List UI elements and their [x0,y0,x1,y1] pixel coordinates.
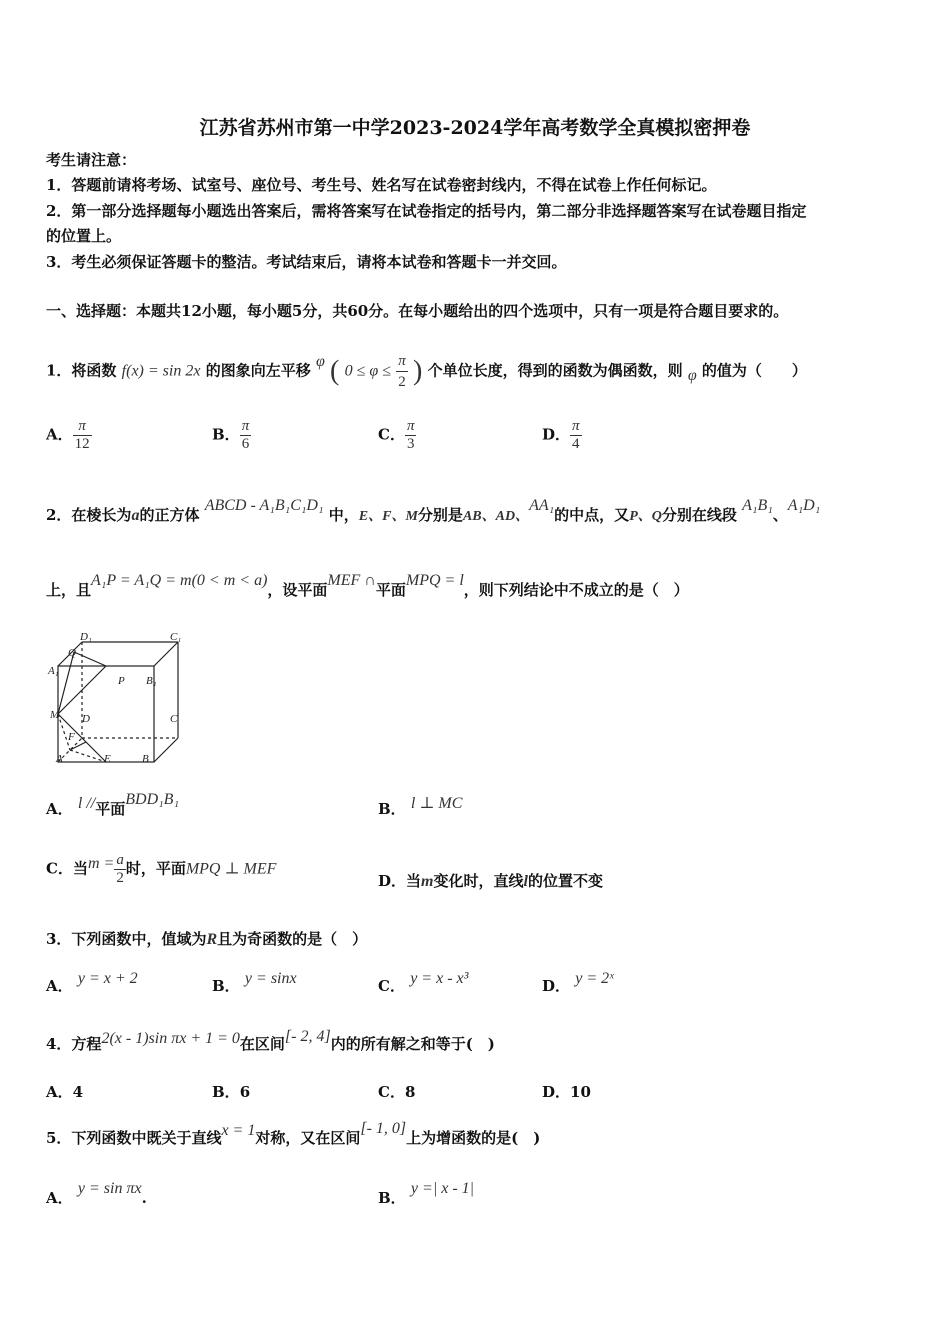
q1-cond: 0 ≤ φ ≤ [344,362,392,380]
label-e: E [104,753,111,765]
q2-text3: 分别是 [417,506,463,524]
q1-option-a-num: π [73,418,92,436]
q3-option-a[interactable] [46,970,138,996]
q1-option-b[interactable] [212,418,251,453]
q5-option-a[interactable] [46,1180,147,1208]
q1-option-b-num: π [241,418,250,434]
q4-option-b-value: 6 [239,1083,251,1101]
q5-option-a-label: A． [46,1189,73,1207]
q4-interval: [- 2, 4] [284,1028,331,1045]
q4-option-a-label: A． [46,1083,73,1101]
q5-option-b-math: y =| x - 1| [410,1180,475,1197]
q2-ab: AB、AD、 [462,509,530,524]
q4-option-c-value: 8 [404,1083,416,1101]
q1-num: 1．将函数 [46,361,117,380]
q2-option-b-label: B． [378,800,406,818]
q2-mpq: MPQ = l [405,572,464,589]
q2-pq: P、Q [629,509,662,524]
q1-shift: φ [315,352,325,370]
q3-option-c-label: C． [378,977,405,995]
segment-q-p [74,652,106,666]
q4-option-d-value: 10 [570,1083,591,1101]
q2-option-c-num: a [116,852,124,868]
q3-option-a-math: y = x + 2 [77,970,138,987]
notice-item-2: 2．第一部分选择题每小题选出答案后，需将答案写在试卷指定的括号内，第二部分非选择题答案写在试卷题目指定 [46,202,807,220]
q4-text3: 内的所有解之和等于( ) [330,1035,495,1053]
q1-paren-left: ( [330,355,340,387]
q1-text3: 的值为（ ） [701,361,807,380]
q1-option-d-frac [570,418,582,453]
label-d1: D₁ [80,631,92,643]
q2-efm: E、F、M [358,509,418,524]
q1-option-c-label: C． [378,425,405,444]
q3-r: R [206,931,218,948]
q1-option-a-frac [73,418,92,453]
label-b1: B₁ [146,675,157,687]
q2-a: a [131,507,140,524]
q5-option-b-label: B． [378,1189,406,1207]
q2-l2-text4: ，则下列结论中不成立的是（ ） [463,581,689,599]
label-c: C [170,713,178,725]
q1-option-b-den: 6 [241,436,250,452]
label-c1: C₁ [170,631,182,643]
label-p: P [118,675,125,687]
q2-cond: A₁P = A₁Q = m(0 < m < a) [91,572,268,589]
q2-option-a-math: l // [77,795,96,812]
q4-option-a[interactable] [46,1081,83,1102]
q5-text2: 对称，又在区间 [255,1129,361,1147]
notice-item-1: 1．答题前请将考场、试室号、座位号、考生号、姓名写在试卷密封线内，不得在试卷上作任何标记。 [46,176,717,194]
q5-interval: [- 1, 0] [360,1120,407,1137]
q4-text1: 4．方程 [46,1035,102,1053]
q1-paren-right: ) [413,355,423,387]
q2-aa1: AA₁ [529,497,555,514]
q2-a1b1: A₁B₁ [742,497,773,514]
label-m: M [50,709,60,721]
exam-title: 江苏省苏州市第一中学2023-2024学年高考数学全真模拟密押卷 [199,117,751,139]
q3-option-d-label: D． [542,977,571,995]
q3-option-c[interactable] [378,970,469,996]
notice-item-3: 3．考生必须保证答题卡的整洁。考试结束后，请将本试卷和答题卡一并交回。 [46,253,567,271]
q2-text5: 分别在线段 [661,506,737,524]
q1-option-b-label: B． [212,425,240,444]
q1-fraction [396,351,408,392]
q2-l2-text1: 上，且 [46,581,92,599]
edge-b-c [154,738,178,762]
q1-text2: 个单位长度，得到的函数为偶函数，则 [427,361,683,380]
q1-func: f(x) = sin 2x [121,362,201,380]
q3-option-c-math: y = x - x³ [410,970,469,987]
q5-line: x = 1 [221,1122,256,1139]
label-f: F [68,731,75,743]
q4-text2: 在区间 [239,1035,285,1053]
q2-option-b-math: l ⊥ MC [410,795,463,812]
q1-frac-num: π [396,351,408,372]
q2-option-c-den: 2 [116,870,124,886]
q2-option-c-text: 时，平面 [125,859,186,878]
q2-option-d-l: l [523,873,528,890]
q2-option-d-text2: 的位置不变 [527,872,603,890]
q5-text1: 5．下列函数中既关于直线 [46,1129,222,1147]
q1-option-d-label: D． [542,425,571,444]
label-q: Q [68,647,76,659]
q2-option-a-text: 平面 [95,800,126,818]
q2-option-c-frac [114,852,126,887]
q3-text1: 3．下列函数中，值域为 [46,930,207,948]
q2-option-d[interactable] [378,870,603,891]
q1-option-d-den: 4 [572,436,580,452]
q2-a1d1: A₁D₁ [787,497,821,514]
q2-stem-line1 [46,497,821,527]
q2-option-d-label: D．当 [378,872,422,890]
q2-option-c-math: MPQ ⊥ MEF [185,860,277,878]
q4-option-c[interactable] [378,1081,415,1102]
notice-item-2-cont: 的位置上。 [46,227,122,245]
q1-stem [46,351,807,392]
q1-option-c-den: 3 [406,436,415,452]
q1-text1: 的图象向左平移 [205,361,311,380]
q3-option-b[interactable] [212,970,297,996]
q3-option-a-label: A． [46,977,73,995]
q1-option-a-den: 12 [74,436,90,452]
q4-stem [46,1028,495,1055]
q2-num: 2．在棱长为 [46,506,132,524]
q4-option-b-label: B． [212,1083,240,1101]
q5-option-a-math: y = sin πx [77,1180,142,1197]
segment-f-d [70,742,86,750]
q4-option-c-label: C． [378,1083,405,1101]
q2-option-d-text: 变化时，直线 [433,872,524,890]
q2-option-a-math2: BDD₁B₁ [125,791,180,808]
cube-figure [46,630,196,770]
q3-option-d-math: y = 2ˣ [575,970,614,987]
notice-heading: 考生请注意： [46,151,137,169]
q4-option-d-label: D． [542,1083,571,1101]
label-a1: A₁ [48,665,59,677]
label-b: B [142,753,149,765]
q3-text2: 且为奇函数的是（ ） [217,930,368,948]
q1-option-b-frac [240,418,252,453]
edge-b1-c1 [154,642,178,666]
q2-l2-text2: ，设平面 [267,581,328,599]
q2-text2: 中， [328,506,359,524]
q1-option-d-num: π [572,418,580,434]
q2-option-a-label: A． [46,800,73,818]
q2-text1: 的正方体 [139,506,200,524]
q4-option-d[interactable] [542,1081,591,1102]
label-a: A [56,753,63,765]
q2-stem-line2 [46,572,689,601]
q2-option-d-m: m [421,873,434,890]
q3-option-b-label: B． [212,977,240,995]
section-heading: 一、选择题：本题共12小题，每小题5分，共60分。在每小题给出的四个选项中，只有一项是符合题目要求的。 [46,302,789,320]
q5-stem [46,1120,541,1149]
q4-option-a-value: 4 [72,1083,84,1101]
q3-option-b-math: y = sinx [244,970,297,987]
q2-text4: 的中点，又 [554,506,630,524]
q2-sep: 、 [772,506,788,524]
q5-option-b[interactable] [378,1180,475,1208]
q2-option-a[interactable] [46,791,180,819]
q4-option-b[interactable] [212,1081,250,1102]
q1-option-c-frac [405,418,417,453]
q1-option-c-num: π [406,418,415,434]
q3-stem [46,929,367,950]
q2-mef: MEF ∩ [327,572,376,589]
q1-frac-den: 2 [398,374,406,390]
q2-l2-text3: 平面 [375,581,406,599]
segment-m-q [58,652,74,714]
q1-option-a-label: A． [46,425,73,444]
q1-option-c[interactable] [378,418,416,453]
q5-text3: 上为增函数的是( ) [406,1129,541,1147]
q2-option-b[interactable] [378,795,463,819]
q2-cube: ABCD - A₁B₁C₁D₁ [204,497,324,514]
q4-equation: 2(x - 1)sin πx + 1 = 0 [101,1030,240,1047]
q3-option-d[interactable] [542,970,614,996]
q5-option-a-dot: . [141,1189,147,1207]
q1-option-d[interactable] [542,418,582,453]
q1-phi: φ [687,366,697,384]
label-d: D [82,713,90,725]
q2-option-c-m: m = [87,854,115,872]
q2-option-c[interactable] [46,852,276,887]
q2-option-c-label: C．当 [46,859,88,878]
q1-option-a[interactable] [46,418,92,453]
